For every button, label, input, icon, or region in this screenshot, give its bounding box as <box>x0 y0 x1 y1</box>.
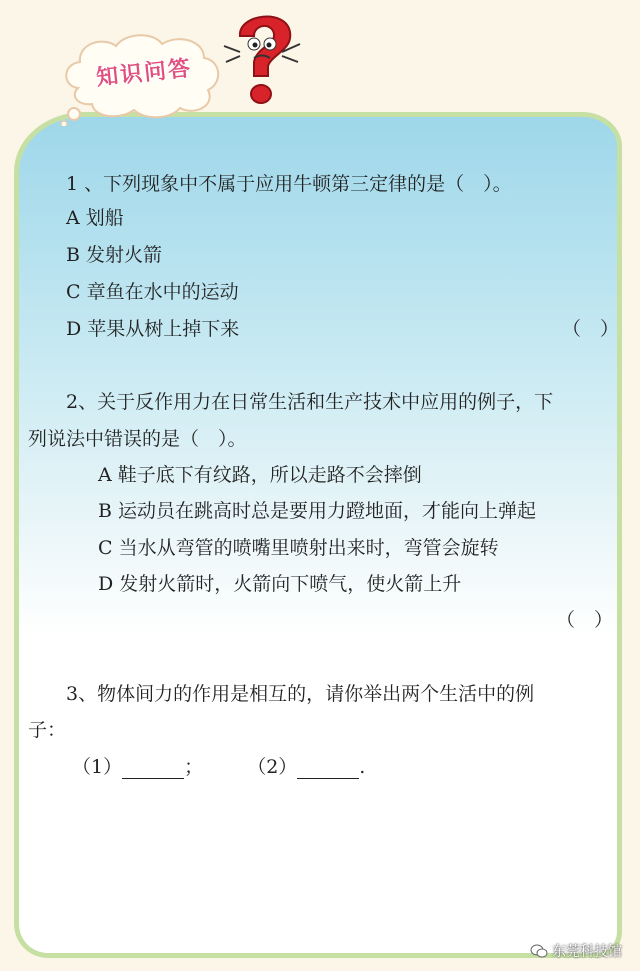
question-mark-mascot-icon <box>218 6 306 112</box>
question-2-stem-line2: 列说法中错误的是（ ）。 <box>28 428 247 450</box>
question-card <box>14 112 622 958</box>
header-bubble <box>58 30 224 126</box>
header-title: 知识问答 <box>95 56 194 91</box>
question-3-stem-line2: 子： <box>28 719 67 741</box>
question-1-option-a: A 划船 <box>66 207 124 229</box>
question-3-stem-line1: 3、物体间力的作用是相互的，请你举出两个生活中的例 <box>66 683 535 705</box>
blank-1-label: （1） <box>72 756 123 778</box>
question-2-answer-paren: （ ） <box>556 609 614 631</box>
blank-1-end: ； <box>184 756 204 778</box>
question-2-option-b: B 运动员在跳高时总是要用力蹬地面，才能向上弹起 <box>98 500 537 522</box>
question-3-answer-line <box>72 755 365 779</box>
question-2-option-c: C 当水从弯管的喷嘴里喷射出来时，弯管会旋转 <box>98 537 499 559</box>
watermark-text: 东莞科技馆 <box>552 944 622 960</box>
blank-2-end: . <box>359 756 366 778</box>
answer-blank-1[interactable] <box>122 760 184 779</box>
question-2-option-d: D 发射火箭时，火箭向下喷气，使火箭上升 <box>98 573 462 595</box>
question-1-stem: 1 、下列现象中不属于应用牛顿第三定律的是（ ）。 <box>66 173 512 195</box>
question-1-option-b: B 发射火箭 <box>66 244 163 266</box>
question-1-answer-paren: （ ） <box>562 318 620 340</box>
answer-blank-2[interactable] <box>297 760 359 779</box>
question-2-stem-line1: 2、关于反作用力在日常生活和生产技术中应用的例子，下 <box>66 391 554 413</box>
question-1-option-c: C 章鱼在水中的运动 <box>66 281 239 303</box>
question-1-option-d: D 苹果从树上掉下来 <box>66 318 240 340</box>
question-2-option-a: A 鞋子底下有纹路，所以走路不会摔倒 <box>98 464 422 486</box>
wechat-icon <box>530 943 548 959</box>
watermark <box>530 941 622 961</box>
blank-2-label: （2） <box>247 756 298 778</box>
